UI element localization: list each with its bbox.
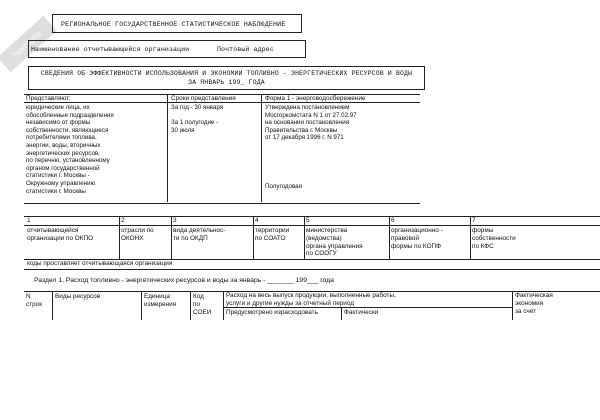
code-soogu: министерства (ведомства) органа управления по СООГУ <box>306 227 363 258</box>
code-okpo: отчитывающейся организации по ОКПО <box>27 227 94 242</box>
codes-table <box>24 216 600 271</box>
org-label: Наименование отчитывающейся организации <box>31 46 190 53</box>
submitters-header: Представляют: <box>26 95 71 102</box>
actual-header: Фактически <box>344 309 379 316</box>
expense-header: Расход на весь выпуск продукции, выполненные работы, услуги и другие нужды за отчетный период <box>226 292 396 307</box>
submission-table <box>24 94 420 204</box>
code-soato: территории по СОАТО <box>255 227 290 242</box>
code-col-number: 7 <box>472 217 476 224</box>
code-okdp: вида деятельнос- ти по ОКДП <box>173 227 226 242</box>
code-col-number: 6 <box>391 217 395 224</box>
code-kopf: организационно - правовой формы по КОПФ <box>391 227 443 250</box>
unit-header: Единица измерения <box>144 293 177 308</box>
organization-field <box>28 40 306 58</box>
code-col-number: 4 <box>255 217 259 224</box>
report-title-line2: ЗА ЯНВАРЬ 199_ ГОДА <box>188 78 265 86</box>
section1-heading: Раздел 1. Расход топливно - энергетических ресурсов и воды за январь - _______ 199___ года <box>34 277 334 284</box>
code-col-number: 2 <box>121 217 125 224</box>
report-title <box>28 66 425 90</box>
code-col-number: 1 <box>27 217 31 224</box>
deadlines-text: За год - 30 января За 1 полугодие - 30 июля <box>171 104 224 134</box>
submitters-text: юридические лица, их обособленные подразделения независимо от формы собственности, являющиеся потребителями топлива, энергии, воды, вторичных энергетических ресурсов, по перечню, установленному органом государственной статистики г. Москвы - Окружному управлению статистики г. Москвы <box>26 104 114 195</box>
code-col-number: 3 <box>173 217 177 224</box>
section1-table <box>24 291 600 320</box>
planned-header: Предусмотрено израсходовать <box>226 309 318 316</box>
watermark: Normativ <box>0 16 57 72</box>
periodicity-label: Полугодовая <box>265 183 302 190</box>
address-label: Почтовый адрес <box>217 46 274 53</box>
code-col-number: 5 <box>306 217 310 224</box>
codes-footer: коды проставляет отчитывающаяся организация <box>27 260 173 267</box>
economy-header: Фактическая экономия за счет <box>515 292 553 315</box>
code-okonh: отрасли по ОКОНХ <box>121 227 154 242</box>
page-title: РЕГИОНАЛЬНОЕ ГОСУДАРСТВЕННОЕ СТАТИСТИЧЕСКОЕ НАБЛЮДЕНИЕ <box>52 14 302 33</box>
soei-code-header: Код по СОЕИ <box>193 293 212 316</box>
form-approval-text: Утверждена постановлением Мосгоркомстата N 1 от 27.02.97 на основании постановления Правительства г. Москвы от 17 декабря 1996 г. N 971 <box>265 104 357 142</box>
deadlines-header: Сроки представления <box>171 95 236 102</box>
report-title-line1: СВЕДЕНИЯ ОБ ЭФФЕКТИВНОСТИ ИСПОЛЬЗОВАНИЯ И ЭКОНОМИИ ТОПЛИВНО - ЭНЕРГЕТИЧЕСКИХ РЕСУРСОВ И ВОДЫ <box>40 70 413 77</box>
row-number-header: N строк <box>26 293 43 308</box>
code-kfs: формы собственности по КФС <box>472 227 516 250</box>
resource-types-header: Виды ресурсов <box>55 293 101 300</box>
form-header: Форма 1 - энерговодосбережение <box>265 95 366 102</box>
